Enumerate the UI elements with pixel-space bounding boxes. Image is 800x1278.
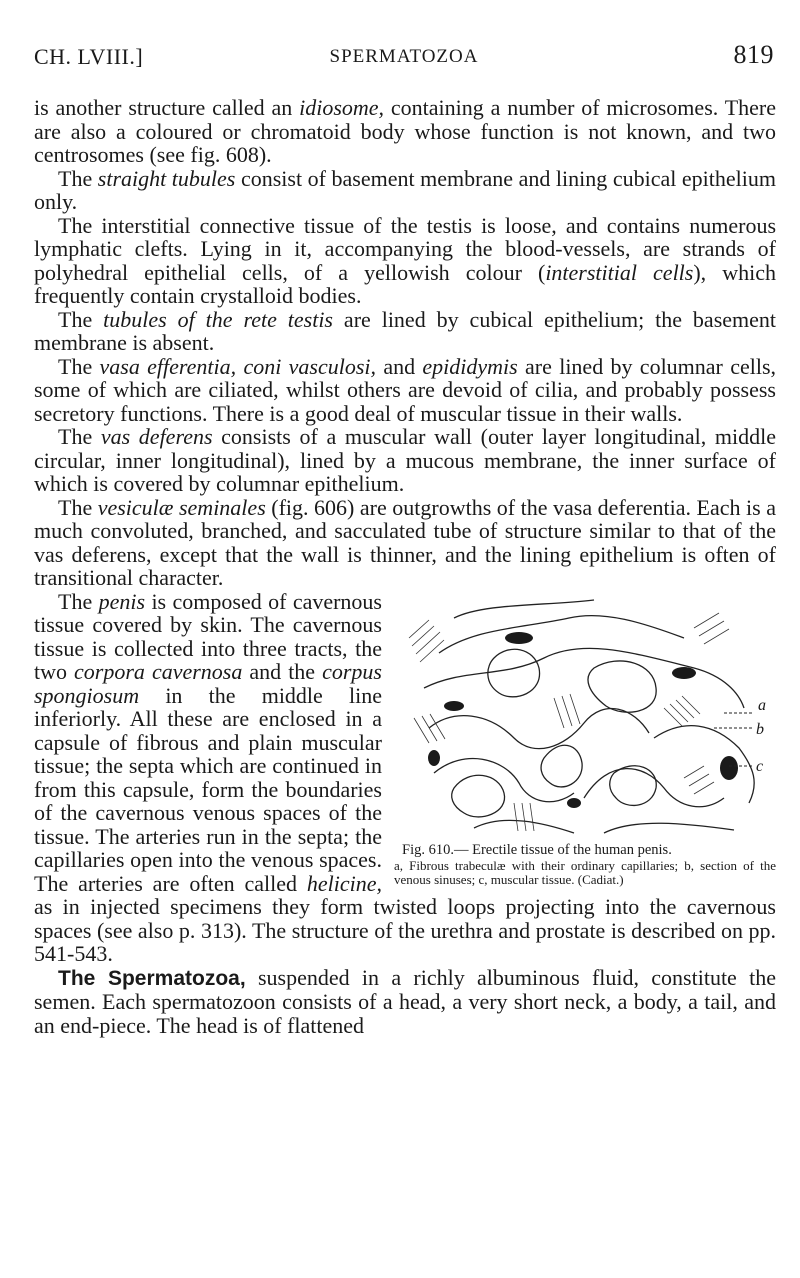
muscle-cluster (672, 667, 696, 679)
text-run: is another structure called an (34, 95, 300, 120)
caption-title: Fig. 610.— Erectile tissue of the human penis. (402, 841, 672, 858)
term-epididymis: epididymis (422, 353, 518, 379)
chapter-label: CH. LVIII.] (34, 44, 144, 69)
term-corpus-spongiosum: corpus spongiosum (34, 659, 382, 708)
running-title: SPERMATOZOA (329, 46, 479, 67)
trabecula-stroke (454, 600, 594, 618)
text-run: and the (242, 659, 323, 684)
hatching (684, 766, 714, 794)
text-run: are lined by columnar cells, some of which are ciliated, whilst others are devoid of cilia, and probably possess secretory functions. There is a good deal of muscular tissue in their walls. (34, 353, 777, 426)
text-run: The (58, 165, 98, 191)
hatching (554, 694, 580, 728)
text-run: The (58, 353, 100, 379)
paragraph-interstitial (34, 214, 776, 308)
text-run: The (58, 306, 104, 332)
trabecula-stroke (429, 708, 649, 748)
trabecula-stroke (439, 615, 684, 652)
sinus-outline (541, 745, 582, 787)
caption-legend: a, Fibrous trabeculæ with their ordinary capillaries; b, section of the venous sinuses; c, muscular tissue. (Cadiat.) (394, 857, 776, 887)
body-text (34, 96, 776, 1037)
hatching (514, 803, 534, 831)
paragraph-idiosome (34, 96, 776, 167)
term-helicine: helicine, (306, 870, 382, 896)
muscle-cluster (444, 701, 464, 711)
hatching (414, 714, 445, 743)
running-header (34, 40, 774, 76)
trabecula-stroke (584, 768, 724, 806)
text-run: consist of basement membrane and lining cubical epithelium only. (34, 165, 777, 214)
page-number: 819 (733, 40, 774, 69)
term-straight-tubules: straight tubules (97, 165, 236, 191)
sinus-outline (488, 649, 540, 697)
text-run: The (58, 494, 98, 520)
term-vasa-efferentia: vasa efferentia, coni vasculosi, (99, 353, 377, 379)
muscle-cluster (428, 750, 440, 766)
text-run: The (58, 424, 101, 449)
text-run: is composed of cavernous tissue covered by skin. The cavernous tissue is collected into three tracts, the two (34, 588, 382, 684)
term-interstitial-cells: interstitial cells (545, 259, 694, 285)
term-penis: penis (98, 588, 146, 614)
muscle-cluster (505, 632, 533, 644)
paragraph-vesiculae (34, 496, 776, 590)
text-run: suspended in a richly albuminous fluid, constitute the semen. Each spermatozoon consists of a head, a very short neck, a body, a tail, and an end-piece. The head is of flattened (34, 964, 776, 1038)
trabecula-stroke (604, 823, 734, 833)
figure-caption (394, 842, 776, 887)
trabecula-stroke (424, 648, 744, 708)
trabecula-stroke (474, 820, 574, 833)
term-idiosome: idiosome, (299, 95, 385, 120)
hatching (664, 696, 700, 726)
text-run: and (376, 353, 423, 379)
text-run: as in injected specimens they form twisted loops projecting into the cavernous spaces (see also p. 313). The structure of the urethra and prostate is described on pp. 541-543. (34, 894, 776, 966)
hatching (694, 613, 729, 644)
figure-610 (394, 598, 776, 887)
text-run: The interstitial connective tissue of the testis is loose, and contains numerous lymphatic clefts. Lying in it, accompanying the blood-vessels, are strands of polyhedral epithelial cells, of a yellowish colour ( (34, 212, 776, 285)
muscle-cluster (567, 798, 581, 808)
text-run: ), which frequently contain crystalloid bodies. (34, 259, 777, 308)
muscle-cluster (720, 756, 738, 780)
term-vesiculae-seminales: vesiculæ seminales (97, 494, 266, 520)
text-run: in the middle line inferiorly. All these are enclosed in a capsule of fibrous and plain muscular tissue; the septa which are continued in from this capsule, form the boundaries of the cavernous venous spaces of the tissue. The arteries run in the septa; the capillaries open into the venous spaces. The arteries are often called (34, 682, 382, 896)
heading-spermatozoa: The Spermatozoa, (58, 966, 246, 990)
text-run: containing a number of microsomes. There are also a coloured or chromatoid body whose function is not known, and two centrosomes (see fig. 608). (34, 95, 776, 167)
erectile-tissue-illustration (394, 598, 776, 838)
figure-label-b: b (756, 720, 764, 738)
text-run: (fig. 606) are outgrowths of the vasa deferentia. Each is a much convoluted, branched, and sacculated tube of structure similar to that of the vas deferens, except that the wall is thinner, and the lining epithelium is often of transitional character. (34, 494, 776, 590)
text-run: are lined by cubical epithelium; the basement membrane is absent. (34, 306, 777, 355)
sinus-outline (588, 660, 656, 711)
term-vas-deferens: vas deferens (100, 424, 213, 449)
sinus-outline (610, 765, 657, 805)
figure-label-c: c (756, 757, 764, 775)
text-run: consists of a muscular wall (outer layer longitudinal, middle circular, inner longitudinal), lined by a mucous membrane, the inner surface of which is covered by columnar epithelium. (34, 424, 776, 496)
term-corpora-cavernosa: corpora cavernosa (74, 659, 243, 684)
figure-label-a: a (758, 696, 766, 714)
paragraph-straight-tubules (34, 167, 776, 214)
hatching (409, 620, 444, 662)
term-rete-testis: tubules of the rete testis (103, 306, 333, 332)
trabecula-stroke (654, 725, 754, 802)
paragraph-vas-deferens (34, 425, 776, 496)
paragraph-rete-testis (34, 308, 776, 355)
paragraph-spermatozoa (34, 966, 776, 1038)
text-run: The (58, 588, 99, 614)
sinus-outline (452, 775, 505, 817)
paragraph-vasa-efferentia (34, 355, 776, 426)
